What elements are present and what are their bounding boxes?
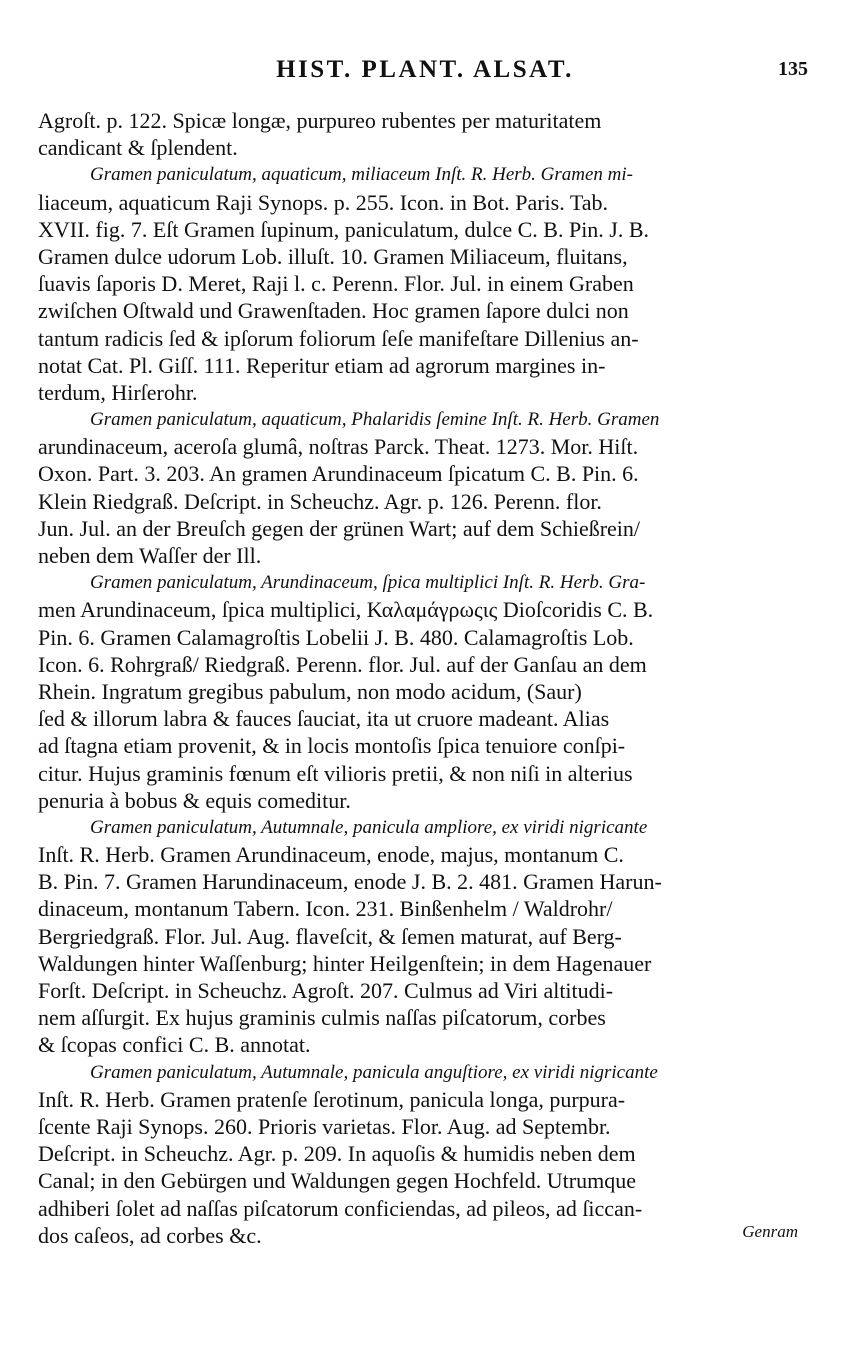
body-text <box>38 107 806 1249</box>
text-line: liaceum, aquaticum Raji Synops. p. 255. Icon. in Bot. Paris. Tab. <box>38 189 608 215</box>
entry-heading: Gramen paniculatum, aquaticum, miliaceum Inſt. R. Herb. Gramen mi- <box>90 164 634 186</box>
text-line: Rhein. Ingratum gregibus pabulum, non modo acidum, (Saur) <box>38 678 582 704</box>
text-line: neben dem Waſſer der Ill. <box>38 543 262 568</box>
text-line: candicant & ſplendent. <box>38 135 238 161</box>
text-line: tantum radicis ſed & ipſorum foliorum ſeſe manifeſtare Dillenius an- <box>38 325 639 351</box>
catchword: Genram <box>742 1222 798 1241</box>
text-line: Inſt. R. Herb. Gramen Arundinaceum, enode, majus, montanum C. <box>38 842 624 868</box>
text-line: dos caſeos, ad corbes &c. <box>38 1222 262 1248</box>
text-line: Jun. Jul. an der Breuſch gegen der grünen Wart; auf dem Schießrein/ <box>38 515 641 541</box>
text-line: Bergriedgraß. Flor. Jul. Aug. flaveſcit, & ſemen maturat, auf Berg- <box>38 923 622 949</box>
text-line: Deſcript. in Scheuchz. Agr. p. 209. In aquoſis & humidis neben dem <box>38 1141 636 1167</box>
page-number: 135 <box>778 58 808 80</box>
text-line: Gramen dulce udorum Lob. illuſt. 10. Gramen Miliaceum, fluitans, <box>38 243 628 269</box>
text-line: arundinaceum, aceroſa glumâ, noſtras Parck. Theat. 1273. Mor. Hiſt. <box>38 434 639 460</box>
text-line: men Arundinaceum, ſpica multiplici, Καλαμάγρωςις Dioſcoridis C. B. <box>38 597 654 623</box>
text-line: citur. Hujus graminis fœnum eſt vilioris pretii, & non niſi in alterius <box>38 760 633 786</box>
text-line: Pin. 6. Gramen Calamagroſtis Lobelii J. B. 480. Calamagroſtis Lob. <box>38 624 634 650</box>
text-line: Forſt. Deſcript. in Scheuchz. Agroſt. 207. Culmus ad Viri altitudi- <box>38 978 614 1003</box>
text-line: Oxon. Part. 3. 203. An gramen Arundinaceum ſpicatum C. B. Pin. 6. <box>38 461 639 487</box>
entry-heading: Gramen paniculatum, aquaticum, Phalaridis ſemine Inſt. R. Herb. Gramen <box>90 409 660 431</box>
text-line: ſcente Raji Synops. 260. Prioris varietas. Flor. Aug. ad Septembr. <box>38 1113 611 1139</box>
text-line: Inſt. R. Herb. Gramen pratenſe ſerotinum, panicula longa, purpura- <box>38 1086 626 1112</box>
text-line: XVII. fig. 7. Eſt Gramen ſupinum, paniculatum, dulce C. B. Pin. J. B. <box>38 216 650 242</box>
text-line: adhiberi ſolet ad naſſas piſcatorum conficiendas, ad pileos, ad ſiccan- <box>38 1195 643 1221</box>
text-line: ſed & illorum labra & fauces ſauciat, ita ut cruore madeant. Alias <box>38 706 610 732</box>
text-line: nem aſſurgit. Ex hujus graminis culmis naſſas piſcatorum, corbes <box>38 1005 606 1031</box>
text-line: Agroſt. p. 122. Spicæ longæ, purpureo rubentes per maturitatem <box>38 108 602 133</box>
text-line: terdum, Hirſerohr. <box>38 379 198 405</box>
text-line: Icon. 6. Rohrgraß/ Riedgraß. Perenn. flor. Jul. auf der Ganſau an dem <box>38 651 647 677</box>
text-line: notat Cat. Pl. Giſſ. 111. Reperitur etiam ad agrorum margines in- <box>38 352 606 378</box>
text-line: Canal; in den Gebürgen und Waldungen gegen Hochfeld. Utrumque <box>38 1168 636 1194</box>
text-line: ad ſtagna etiam provenit, & in locis montoſis ſpica tenuiore conſpi- <box>38 733 626 759</box>
text-line: penuria à bobus & equis comeditur. <box>38 787 351 813</box>
text-line: Klein Riedgraß. Deſcript. in Scheuchz. Agr. p. 126. Perenn. flor. <box>38 488 602 514</box>
text-line: & ſcopas confici C. B. annotat. <box>38 1032 311 1058</box>
entry-heading: Gramen paniculatum, Autumnale, panicula ampliore, ex viridi nigricante <box>90 816 648 838</box>
page-header <box>0 56 850 90</box>
text-line: B. Pin. 7. Gramen Harundinaceum, enode J. B. 2. 481. Gramen Harun- <box>38 869 662 895</box>
entry-heading: Gramen paniculatum, Autumnale, panicula anguſtiore, ex viridi nigricante <box>90 1061 658 1083</box>
text-line: dinaceum, montanum Tabern. Icon. 231. Binßenhelm / Waldrohr/ <box>38 896 613 922</box>
entry-heading: Gramen paniculatum, Arundinaceum, ſpica multiplici Inſt. R. Herb. Gra- <box>90 572 646 594</box>
running-title: HIST. PLANT. ALSAT. <box>276 56 574 83</box>
text-line: Waldungen hinter Waſſenburg; hinter Heilgenſtein; in dem Hagenauer <box>38 950 652 976</box>
text-line: ſuavis ſaporis D. Meret, Raji l. c. Perenn. Flor. Jul. in einem Graben <box>38 271 634 297</box>
text-line: zwiſchen Oſtwald und Grawenſtaden. Hoc gramen ſapore dulci non <box>38 298 629 324</box>
